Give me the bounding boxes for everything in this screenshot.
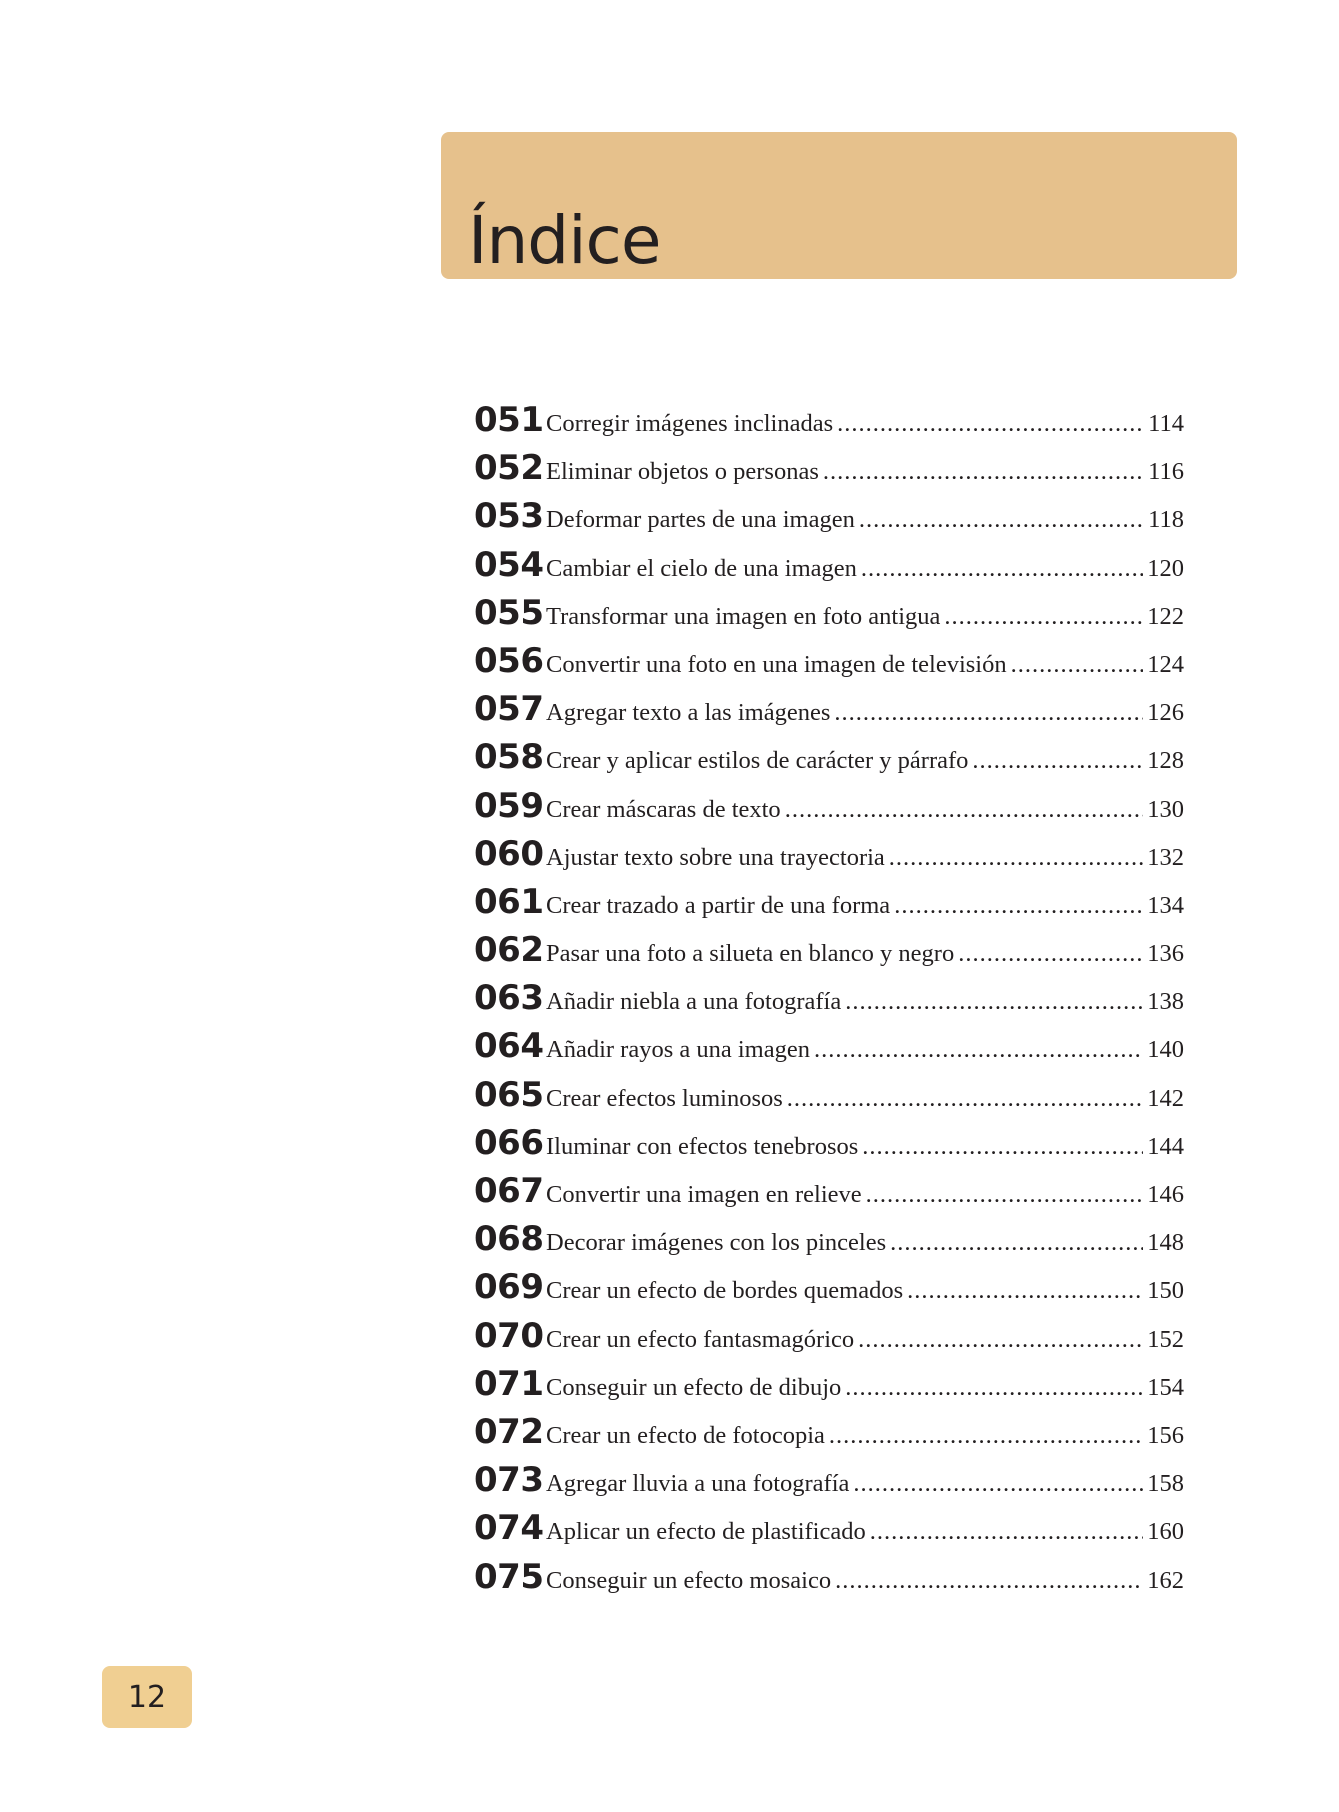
toc-entry — [474, 737, 1184, 785]
toc-entry — [474, 1219, 1184, 1267]
toc-entry-title: Convertir una imagen en relieve — [546, 1181, 862, 1208]
toc-entry-page: 134 — [1147, 891, 1184, 919]
toc-entry — [474, 882, 1184, 930]
toc-entry — [474, 1123, 1184, 1171]
toc-entry — [474, 1267, 1184, 1315]
toc-entry — [474, 1412, 1184, 1460]
toc-dot-leader — [834, 699, 1143, 727]
toc-dot-leader — [853, 1470, 1143, 1498]
toc-entry — [474, 834, 1184, 882]
toc-entry — [474, 1364, 1184, 1412]
toc-entry-number: 073 — [474, 1460, 544, 1501]
toc-entry-number: 063 — [474, 978, 544, 1019]
toc-entry-number: 052 — [474, 448, 544, 489]
toc-entry — [474, 400, 1184, 448]
toc-entry-title: Transformar una imagen en foto antigua — [546, 602, 941, 630]
toc-entry — [474, 496, 1184, 544]
toc-entry-title: Añadir rayos a una imagen — [546, 1036, 810, 1064]
toc-dot-leader — [787, 1085, 1143, 1113]
toc-dot-leader — [907, 1277, 1143, 1305]
toc-entry-title: Deformar partes de una imagen — [546, 506, 855, 534]
toc-entry-title: Añadir niebla a una fotografía — [546, 988, 842, 1016]
toc-entry-number: 068 — [474, 1219, 544, 1260]
page-title: Índice — [468, 202, 661, 279]
toc-entry-number: 053 — [474, 496, 544, 537]
toc-entry-number: 070 — [474, 1315, 544, 1356]
toc-entry-title: Crear un efecto de fotocopia — [546, 1421, 825, 1449]
toc-entry-title: Ajustar texto sobre una trayectoria — [546, 843, 885, 871]
toc-dot-leader — [859, 506, 1144, 534]
toc-entry — [474, 786, 1184, 834]
toc-entry-number: 062 — [474, 930, 544, 971]
toc-entry-number: 058 — [474, 737, 544, 778]
toc-entry-title: Conseguir un efecto mosaico — [546, 1566, 832, 1594]
toc-entry — [474, 641, 1184, 689]
toc-entry-page: 152 — [1147, 1325, 1184, 1353]
toc-entry-number: 051 — [474, 400, 544, 440]
toc-dot-leader — [866, 1181, 1144, 1209]
toc-entry-title: Decorar imágenes con los pinceles — [546, 1229, 887, 1257]
toc-entry — [474, 545, 1184, 593]
toc-entry-number: 060 — [474, 833, 544, 874]
toc-dot-leader — [845, 1374, 1143, 1402]
toc-entry — [474, 930, 1184, 978]
toc-entry-page: 150 — [1147, 1277, 1184, 1305]
toc-entry — [474, 978, 1184, 1026]
toc-dot-leader — [972, 747, 1143, 775]
toc-entry-title: Corregir imágenes inclinadas — [546, 410, 834, 437]
toc-entry-title: Convertir una foto en una imagen de televisión — [546, 650, 1007, 678]
toc-entry-page: 146 — [1147, 1181, 1184, 1208]
toc-entry-page: 154 — [1147, 1373, 1184, 1401]
toc-entry — [474, 1171, 1184, 1219]
toc-entry-page: 118 — [1148, 506, 1184, 534]
toc-entry — [474, 1075, 1184, 1123]
toc-entry-title: Aplicar un efecto de plastificado — [546, 1518, 866, 1546]
toc-entry-number: 074 — [474, 1508, 544, 1549]
toc-entry-page: 160 — [1147, 1518, 1184, 1546]
toc-entry-page: 122 — [1147, 602, 1184, 630]
toc-entry-title: Crear y aplicar estilos de carácter y párrafo — [546, 747, 969, 775]
toc-entry-page: 156 — [1147, 1421, 1184, 1449]
toc-entry-title: Cambiar el cielo de una imagen — [546, 554, 857, 582]
toc-entry-page: 124 — [1147, 650, 1184, 678]
toc-entry-number: 054 — [474, 544, 544, 585]
toc-entry-number: 069 — [474, 1267, 544, 1308]
toc-entry-page: 128 — [1147, 747, 1184, 775]
toc-dot-leader — [845, 988, 1143, 1016]
toc-entry-page: 120 — [1147, 554, 1184, 582]
toc-dot-leader — [829, 1422, 1143, 1450]
toc-entry-page: 162 — [1147, 1566, 1184, 1594]
toc-entry-number: 056 — [474, 640, 544, 681]
toc-entry-page: 136 — [1147, 940, 1184, 968]
toc-entry-number: 055 — [474, 592, 544, 633]
toc-entry — [474, 448, 1184, 496]
toc-dot-leader — [823, 458, 1144, 486]
toc-entry-number: 071 — [474, 1363, 544, 1404]
toc-dot-leader — [889, 844, 1143, 872]
toc-entry-title: Agregar texto a las imágenes — [546, 699, 831, 727]
toc-entry — [474, 689, 1184, 737]
toc-entry — [474, 1508, 1184, 1556]
toc-dot-leader — [858, 1326, 1143, 1354]
toc-entry — [474, 1316, 1184, 1364]
toc-dot-leader — [814, 1036, 1143, 1064]
toc-entry-number: 065 — [474, 1074, 544, 1115]
toc-entry-page: 116 — [1148, 458, 1184, 486]
toc-dot-leader — [944, 603, 1143, 631]
toc-entry-page: 114 — [1148, 410, 1184, 437]
toc-entry-title: Crear un efecto fantasmagórico — [546, 1325, 855, 1353]
toc-entry-page: 126 — [1147, 699, 1184, 727]
toc-dot-leader — [835, 1567, 1143, 1595]
toc-entry — [474, 1557, 1184, 1605]
toc-entry-page: 130 — [1147, 795, 1184, 823]
toc-entry-number: 066 — [474, 1122, 544, 1163]
toc-entry-title: Conseguir un efecto de dibujo — [546, 1373, 842, 1401]
toc-entry-number: 075 — [474, 1556, 544, 1597]
toc-dot-leader — [890, 1229, 1143, 1257]
toc-dot-leader — [862, 1133, 1143, 1161]
toc-dot-leader — [861, 555, 1143, 583]
toc-entry-number: 067 — [474, 1171, 544, 1211]
toc-dot-leader — [785, 796, 1144, 824]
toc-entry-number: 057 — [474, 689, 544, 730]
toc-entry-page: 158 — [1147, 1470, 1184, 1498]
toc-entry-title: Crear máscaras de texto — [546, 795, 781, 823]
toc-entry-page: 142 — [1147, 1084, 1184, 1112]
page-number: 12 — [127, 1680, 167, 1715]
toc-dot-leader — [837, 410, 1144, 438]
title-band — [441, 132, 1237, 279]
toc-entry-page: 138 — [1147, 988, 1184, 1016]
toc-entry-title: Pasar una foto a silueta en blanco y negro — [546, 940, 955, 968]
toc-entry-page: 148 — [1147, 1229, 1184, 1257]
toc-entry-number: 064 — [474, 1026, 544, 1067]
toc-entry-title: Crear trazado a partir de una forma — [546, 891, 891, 919]
toc-entry-title: Eliminar objetos o personas — [546, 458, 819, 486]
toc-entry-title: Crear efectos luminosos — [546, 1084, 783, 1112]
toc-dot-leader — [958, 940, 1143, 968]
toc-entry-title: Iluminar con efectos tenebrosos — [546, 1132, 859, 1160]
toc-entry-page: 140 — [1147, 1036, 1184, 1064]
toc-dot-leader — [1011, 651, 1144, 679]
toc-entry-number: 072 — [474, 1411, 544, 1452]
toc-entry-page: 132 — [1147, 843, 1184, 871]
page-number-badge — [102, 1666, 192, 1728]
toc-entry — [474, 593, 1184, 641]
toc-entry-number: 061 — [474, 881, 544, 922]
toc-dot-leader — [870, 1518, 1144, 1546]
toc-entry-title: Crear un efecto de bordes quemados — [546, 1277, 904, 1305]
toc-entry-number: 059 — [474, 785, 544, 826]
table-of-contents — [474, 400, 1184, 1605]
toc-dot-leader — [894, 892, 1143, 920]
toc-entry-title: Agregar lluvia a una fotografía — [546, 1470, 850, 1498]
toc-entry — [474, 1026, 1184, 1074]
toc-entry-page: 144 — [1147, 1132, 1184, 1160]
toc-entry — [474, 1460, 1184, 1508]
